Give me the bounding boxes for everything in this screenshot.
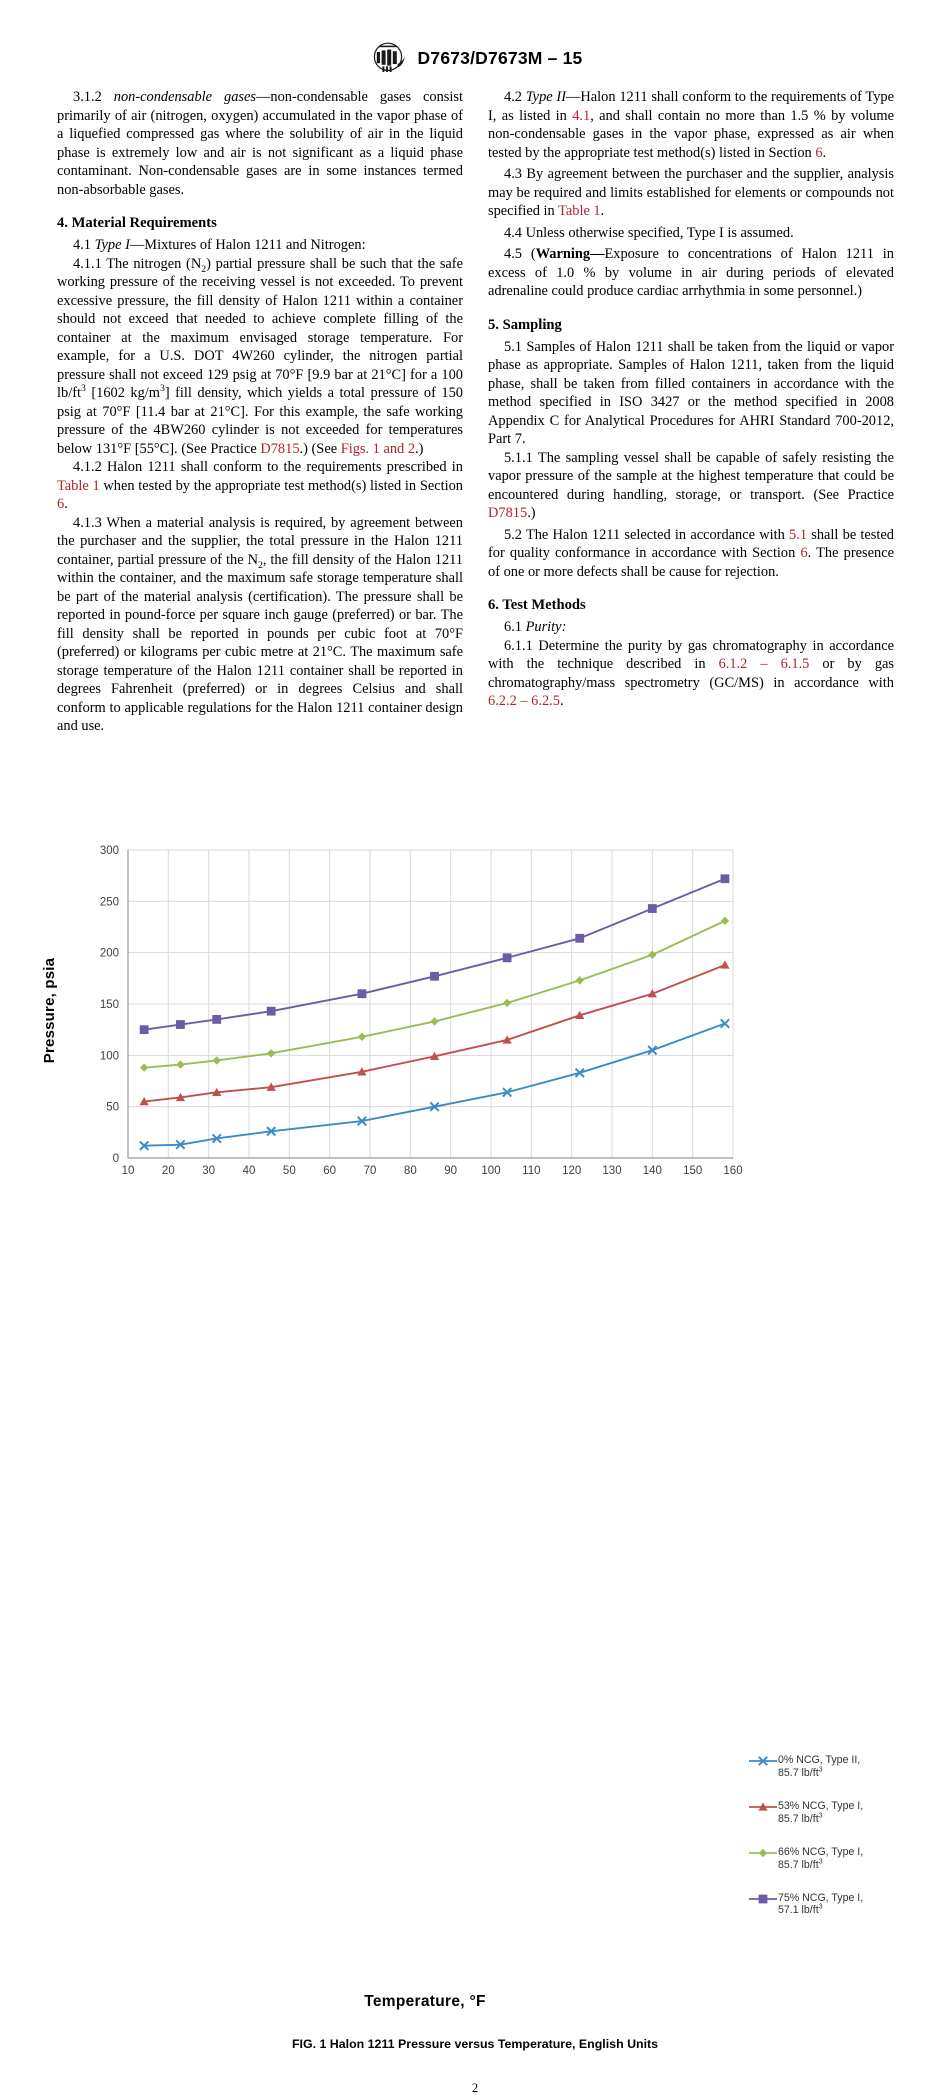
legend-item <box>748 1846 938 1872</box>
warning-label: Warning— <box>535 246 605 262</box>
legend-label <box>778 1892 863 1918</box>
svg-text:110: 110 <box>522 1165 541 1177</box>
svg-text:250: 250 <box>99 896 119 909</box>
superscript: 3 <box>80 383 86 395</box>
page-number: 2 <box>471 2081 479 2095</box>
body-columns <box>57 88 895 736</box>
svg-text:300: 300 <box>99 845 119 857</box>
para-text: . <box>559 693 564 709</box>
legend-label <box>778 1800 863 1826</box>
para-text: . <box>822 144 827 161</box>
paragraph-4-1-2 <box>57 458 463 514</box>
svg-text:90: 90 <box>444 1165 458 1177</box>
legend-item <box>748 1800 938 1826</box>
svg-text:30: 30 <box>202 1165 216 1177</box>
link-d7815[interactable]: D7815 <box>260 440 300 457</box>
paragraph-6-1-1 <box>488 637 894 711</box>
svg-text:50: 50 <box>106 1101 119 1114</box>
svg-text:130: 130 <box>602 1165 622 1177</box>
para-number: 6.1 <box>504 619 526 635</box>
svg-text:140: 140 <box>642 1165 662 1177</box>
defined-term: non-condensable gases <box>113 89 257 105</box>
link-section-6[interactable]: 6 <box>800 545 808 561</box>
svg-text:0: 0 <box>112 1153 119 1165</box>
para-text: , and shall contain no more than 1.5 % by volume non-condensable gases in the vapor phase, expressed as air when tested by the appropriate test method(s) listed in Section <box>488 107 895 161</box>
right-column <box>488 88 894 736</box>
para-text: . <box>600 203 605 219</box>
para-text: 4.1.1 The nitrogen (N <box>73 255 202 272</box>
paragraph-4-4: 4.4 Unless otherwise specified, Type I is assumed. <box>504 224 794 241</box>
chart-legend <box>748 1754 938 1937</box>
para-text: ) partial pressure shall be such that the safe working pressure of the receiving vessel is not exceeded. To prevent excessive pressure, the fill density of Halon 1211 within a container should not exceed that needed to achieve complete filling of the container at the maximum envisaged storage temperature. For example, for a U.S. DOT 4W260 cylinder, the nitrogen partial pressure shall not exceed 129 psig at 70°F [9.9 bar at 21°C] for a 100 lb/ft <box>57 255 463 401</box>
pressure-temperature-line-chart <box>0 838 950 1183</box>
para-text: . The presence of one or more defects shall be cause for rejection. <box>488 545 894 580</box>
para-number: 4.2 <box>504 89 526 105</box>
astm-logo-icon <box>368 40 408 76</box>
svg-text:150: 150 <box>683 1165 703 1177</box>
page-header <box>0 40 950 76</box>
legend-label-line2: 85.7 $lb/ft^3$ <box>778 1764 823 1779</box>
svg-text:100: 100 <box>481 1165 501 1177</box>
legend-label-line1: 66% NCG, Type I, <box>778 1845 864 1858</box>
link-table-1[interactable]: Table 1 <box>57 477 100 494</box>
para-text: 5.2 The Halon 1211 selected in accordance with <box>504 526 790 543</box>
link-6-1-2-6-1-5[interactable]: 6.1.2 – 6.1.5 <box>718 656 810 672</box>
para-text: 4.3 By agreement between the purchaser and the supplier, analysis may be required and limits established for elements or compounds not specified in <box>488 166 894 219</box>
svg-text:120: 120 <box>562 1165 582 1177</box>
legend-label-line1: 75% NCG, Type I, <box>778 1891 864 1904</box>
para-text: 4.1.2 Halon 1211 shall conform to the requirements prescribed in <box>73 459 463 475</box>
svg-text:50: 50 <box>282 1165 296 1177</box>
svg-text:40: 40 <box>242 1165 256 1177</box>
paragraph-6-1 <box>488 618 894 637</box>
paragraph-4-5 <box>488 245 894 301</box>
legend-label <box>778 1846 863 1872</box>
link-table-1[interactable]: Table 1 <box>558 203 601 219</box>
paragraph-4-3 <box>488 165 894 221</box>
left-column <box>57 88 463 736</box>
defined-term: Purity: <box>525 619 567 635</box>
link-4-1[interactable]: 4.1 <box>572 107 591 124</box>
para-text: shall be tested for quality conformance in accordance with Section <box>488 526 894 561</box>
defined-term: Type I <box>94 237 130 253</box>
para-text: or by gas chromatography/mass spectrometry (GC/MS) in accordance with <box>488 656 895 691</box>
legend-label-line1: 53% NCG, Type I, <box>778 1799 864 1812</box>
para-text: 6.1.1 Determine the purity by gas chromatography in accordance with the technique described in <box>488 637 894 672</box>
paragraph-5-1: 5.1 Samples of Halon 1211 shall be taken from the liquid or vapor phase as appropriate. Samples of Halon 1211, taken from the liquid phase, shall be taken from filled containers in accordance with the method specified in ISO 3427 or the method specified in 2008 Appendix C for Analytical Procedures for AHRI Standard 700-2012, Part 7. <box>488 338 894 447</box>
link-section-6[interactable]: 6 <box>57 496 65 512</box>
chart-area <box>0 838 950 1183</box>
para-text: 5.1.1 The sampling vessel shall be capable of safely resisting the vapor pressure of the sample at the highest temperature that could be encountered during handling, storage, or transport. (See Practice <box>488 449 894 503</box>
para-text: , the fill density of the Halon 1211 within the container, and the maximum safe storage temperature shall be part of the material analysis (certification). The pressure shall be reported in pound-force per square inch gauge (preferred) or bar. The fill density shall be reported in pounds per cubic foot at 70°F (preferred) or kilograms per cubic metre at 21°C. The maximum safe storage temperature of the Halon 1211 container shall be reported in degrees Fahrenheit (preferred) or in degrees Celsius and shall conform to applicable regulations for the Halon 1211 container design and use. <box>57 551 464 734</box>
para-text: . <box>64 496 68 512</box>
link-5-1[interactable]: 5.1 <box>789 526 808 543</box>
paragraph-5-1-1 <box>488 449 894 523</box>
para-text: —Halon 1211 shall conform to the requirements of Type I, as listed in <box>488 89 894 124</box>
legend-item <box>748 1892 938 1918</box>
para-number: 4.1 <box>73 237 95 253</box>
svg-text:150: 150 <box>99 999 119 1011</box>
svg-text:100: 100 <box>99 1050 119 1063</box>
document-designation: D7673/D7673M – 15 <box>417 47 583 68</box>
heading-section-5: 5. Sampling <box>488 316 562 333</box>
heading-section-6: 6. Test Methods <box>488 597 586 613</box>
legend-marker-icon <box>748 1755 778 1767</box>
para-number: 4.5 ( <box>504 246 536 262</box>
link-d7815[interactable]: D7815 <box>488 505 528 521</box>
paragraph-4-2 <box>488 88 894 162</box>
superscript: 3 <box>159 383 165 395</box>
para-number: 3.1.2 <box>73 89 114 105</box>
chart-y-axis-label: Pressure, psia <box>40 957 58 1064</box>
para-text: 4.1.3 When a material analysis is required, by agreement between the purchaser and the supplier, the total pressure in the Halon 1211 container, partial pressure of the N <box>57 514 463 568</box>
para-text: —non-condensable gases consist primarily of air (nitrogen, oxygen) accumulated in the vapor phase of a liquefied compressed gas where the solubility of air in the liquid phase is extremely low and air is not significant as a liquid phase contaminant. Non-condensable gases are in some instances termed non-absorbable gases. <box>57 89 463 198</box>
heading-section-4: 4. Material Requirements <box>57 215 217 231</box>
figure-1 <box>0 838 950 2095</box>
svg-text:60: 60 <box>323 1165 337 1177</box>
svg-text:80: 80 <box>403 1165 417 1177</box>
chart-x-axis-label: Temperature, °F <box>364 1993 486 2010</box>
legend-label-line2: 85.7 $lb/ft^3$ <box>778 1856 823 1871</box>
paragraph-4-1-3 <box>57 514 463 736</box>
subscript: 2 <box>257 559 263 571</box>
legend-marker-icon <box>748 1801 778 1813</box>
defined-term: Type II <box>525 89 566 105</box>
svg-text:160: 160 <box>723 1165 743 1177</box>
para-text: [1602 kg/m <box>85 385 160 401</box>
link-section-6[interactable]: 6 <box>815 144 823 161</box>
link-figs-1-and-2[interactable]: Figs. 1 and 2 <box>340 440 416 457</box>
subscript: 2 <box>201 263 207 275</box>
legend-label-line2: 57.1 $lb/ft^3$ <box>778 1901 823 1917</box>
svg-text:10: 10 <box>121 1165 135 1177</box>
para-text: —Mixtures of Halon 1211 and Nitrogen: <box>129 237 366 253</box>
link-6-2-2-6-2-5[interactable]: 6.2.2 – 6.2.5 <box>488 693 560 709</box>
para-text: .) (See <box>299 440 341 457</box>
paragraph-5-2 <box>488 526 894 582</box>
para-text: .) <box>415 440 424 457</box>
para-text: Exposure to concentrations of Halon 1211 in excess of 1.0 % by volume in air during periods of elevated adrenaline could produce cardiac arrhythmia in some personnel.) <box>488 246 894 299</box>
legend-label-line1: 0% NCG, Type II, <box>778 1754 861 1766</box>
legend-marker-icon <box>748 1847 778 1859</box>
svg-text:20: 20 <box>161 1165 175 1177</box>
para-text: .) <box>527 505 536 521</box>
legend-label <box>778 1754 860 1780</box>
figure-caption: FIG. 1 Halon 1211 Pressure versus Temperature, English Units <box>291 2037 659 2051</box>
svg-text:70: 70 <box>363 1165 377 1177</box>
legend-item <box>748 1754 938 1780</box>
svg-text:200: 200 <box>99 947 119 960</box>
para-text: ] fill density, which yields a total pressure of 150 psig at 70°F [11.4 bar at 21°C]. For this example, the safe working pressure of the 4BW260 cylinder is not exceeded for temperatures below 131°F [55°C]. (See Practice <box>57 385 463 457</box>
para-text: when tested by the appropriate test method(s) listed in Section <box>99 477 463 494</box>
legend-marker-icon <box>748 1893 778 1905</box>
paragraph-4-1-1 <box>57 255 463 459</box>
paragraph-3-1-2 <box>57 88 463 199</box>
paragraph-4-1 <box>57 236 463 255</box>
legend-label-line2: 85.7 $lb/ft^3$ <box>778 1810 823 1825</box>
